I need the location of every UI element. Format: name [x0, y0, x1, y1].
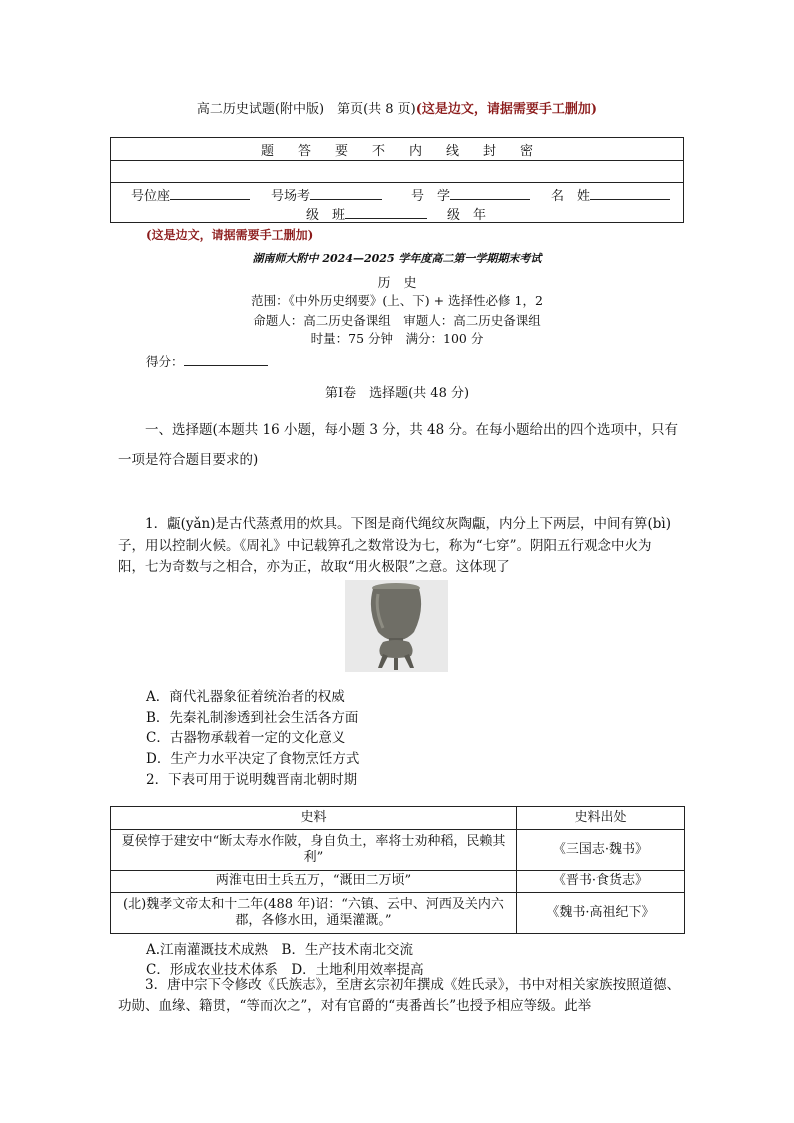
table-cell: 两淮屯田士兵五万，“溉田二万顷” [111, 871, 517, 893]
q3-line-2: 功勋、血缘、籍贯，“等而次之”，对有官爵的“夷番酋长”也授予相应等级。此举 [118, 998, 592, 1014]
table-cell: 《三国志·魏书》 [517, 830, 685, 871]
class-blank[interactable] [345, 206, 427, 219]
room-blank[interactable] [310, 187, 382, 200]
q1-option-b: B．先秦礼制渗透到社会生活各方面 [146, 710, 359, 726]
table-cell: 《魏书·高祖纪下》 [517, 893, 685, 934]
seal-char: 题 [260, 143, 274, 159]
seal-fields-row [111, 182, 683, 222]
page-header [0, 98, 794, 117]
exam-authors: 命题人：高二历史备课组 审题人：高二历史备课组 [253, 313, 541, 328]
q2-options-line-1: A.江南灌溉技术成熟 B．生产技术南北交流 [146, 942, 413, 958]
q1-option-d: D．生产力水平决定了食物烹饪方式 [146, 751, 360, 767]
pottery-steamer-image [345, 580, 448, 672]
q1-line-3: 阳，七为奇数与之相合，亦为正，故取“用火极限”之意。这体现了 [118, 559, 510, 575]
q3-line-1: 3．唐中宗下令修改《氏族志》，至唐玄宗初年撰成《姓氏录》，书中对相关家族按照道德、 [118, 977, 681, 993]
student-no-label: 号 学 [411, 189, 451, 204]
q1-option-a: A．商代礼器象征着统治者的权威 [146, 689, 345, 705]
subject-title: 历 史 [377, 276, 417, 291]
seat-label: 号位座 [131, 189, 171, 204]
table-header: 史料出处 [517, 807, 685, 830]
room-field[interactable] [271, 185, 382, 204]
name-blank[interactable] [590, 187, 670, 200]
table-header-row [111, 807, 685, 830]
grade-label: 级 年 [447, 208, 487, 223]
exam-time: 时量：75 分钟 满分：100 分 [310, 331, 484, 346]
section-title: 第Ⅰ卷 选择题(共 48 分) [324, 386, 470, 401]
exam-scope: 范围：《中外历史纲要》(上、下) + 选择性必修 1，2 [251, 293, 543, 308]
q1-option-c: C．古器物承载着一定的文化意义 [146, 730, 346, 746]
seal-char: 封 [483, 143, 497, 159]
seat-field[interactable] [131, 185, 250, 204]
class-label: 级 班 [306, 208, 346, 223]
header-title: 高二历史试题(附中版) 第页(共 8 页) [196, 102, 416, 117]
table-row [111, 893, 685, 934]
table-row [111, 871, 685, 893]
table-cell: 夏侯惇于建安中“断太寿水作陂，身自负土，率将士劝种稻，民赖其利” [111, 830, 517, 871]
seal-char: 要 [334, 143, 348, 159]
score-label: 得分： [146, 354, 184, 369]
grade-field [447, 204, 486, 223]
red-note-2: (这是边文，请据需要手工删加) [146, 228, 314, 242]
name-label: 名 姓 [551, 189, 591, 204]
q1-line-2: 子，用以控制火候。《周礼》中记载箅孔之数常设为七，称为“七穿”。阴阳五行观念中火为 [118, 538, 652, 554]
seal-char: 密 [520, 143, 534, 159]
name-field[interactable] [551, 185, 670, 204]
instruction-line-1: 一、选择题(本题共 16 小题，每小题 3 分，共 48 分。在每小题给出的四个选项中，只有 [118, 422, 678, 438]
seal-char: 内 [409, 143, 423, 159]
source-table [110, 806, 685, 934]
score-field[interactable] [146, 352, 268, 370]
seal-chars-row [111, 138, 683, 161]
seal-blank-row [111, 160, 683, 183]
q2-stem: 2．下表可用于说明魏晋南北朝时期 [146, 772, 358, 788]
score-blank[interactable] [184, 353, 268, 366]
table-row [111, 830, 685, 871]
table-cell: (北)魏孝文帝太和十二年(488 年)诏：“六镇、云中、河西及关内六郡，各修水田，通渠灌溉。” [111, 893, 517, 934]
seal-box [110, 137, 684, 223]
student-no-blank[interactable] [450, 187, 530, 200]
table-cell: 《晋书·食货志》 [517, 871, 685, 893]
table-header: 史料 [111, 807, 517, 830]
q2-options-line-2: C．形成农业技术体系 D．土地利用效率提高 [146, 962, 424, 978]
header-red-note: (这是边文，请据需要手工删加) [415, 102, 598, 117]
class-field[interactable] [306, 204, 427, 223]
student-no-field[interactable] [411, 185, 530, 204]
seal-char: 线 [446, 143, 460, 159]
q1-line-1: 1．甗(yǎn)是古代蒸煮用的炊具。下图是商代绳纹灰陶甗，内分上下两层，中间有箅(bì) [118, 516, 671, 532]
seat-blank[interactable] [170, 187, 250, 200]
school-line: 湖南师大附中 2024—2025 学年度高二第一学期期末考试 [252, 252, 542, 265]
seal-char: 不 [371, 143, 385, 159]
pottery-steamer-icon [345, 580, 448, 672]
instruction-line-2: 一项是符合题目要求的) [118, 452, 259, 468]
room-label: 号场考 [271, 189, 311, 204]
seal-char: 答 [297, 143, 311, 159]
